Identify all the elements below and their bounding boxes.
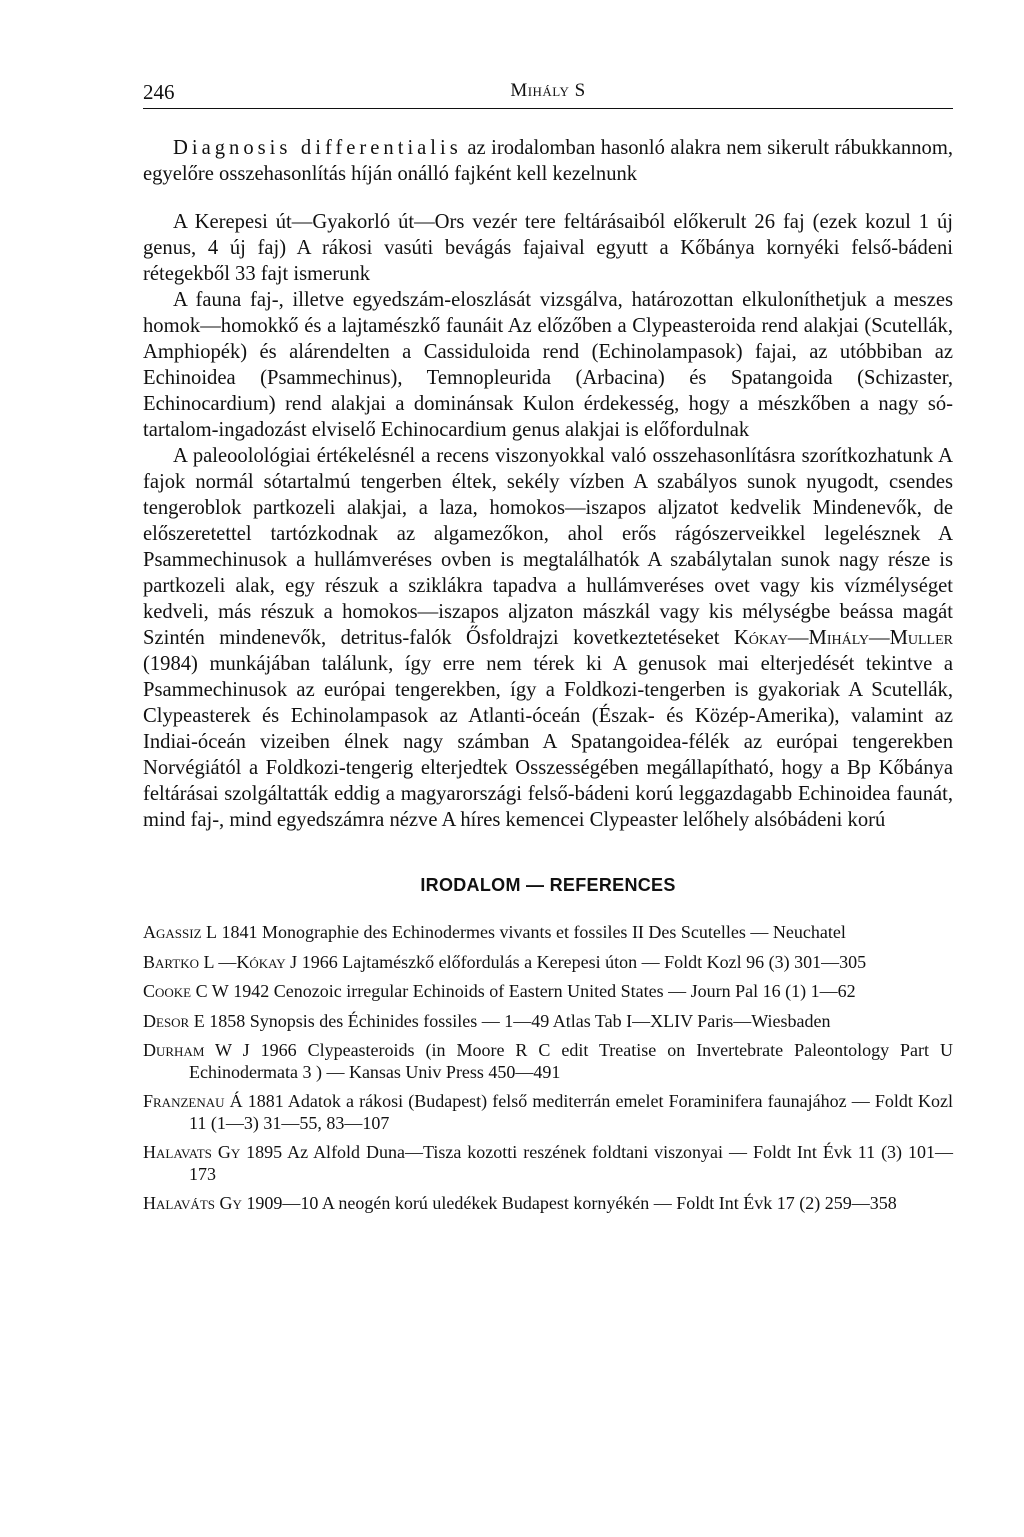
paragraph-paleoecology bbox=[143, 443, 953, 833]
reference-text: 1942 Cenozoic irregular Echinoids of Eastern United States — Journ Pal 16 (1) 1—62 bbox=[228, 981, 856, 1001]
paragraph-text: A paleoolológiai értékelésnél a recens viszonyokkal való osszehasonlításra szorítkozhatunk A fajok normál sótartalmú tengerben éltek, sekély vízben A szabályos sunok nyugodt, csendes tengeroblok partkozeli alakjai, a laza, homokos—iszapos aljzatot kedvelik Mindenevők, de előszeretettel tartózkodnak az algamezőkon, ahol erős rágószerveikkel legelésznek A Psammechinusok a hullámveréses ovben is megtalálhatók A szabálytalan sunok nagy része is partkozeli alak, egy részuk a sziklákra tapadva a hullámveréses ovet vagy kis vízmélységet kedveli, más részuk a homokos—iszapos aljzaton mászkál vagy kis mélységbe beássa magát Szintén mindenevők, detritus-falók Ősfoldrajzi kovetkeztetéseket bbox=[143, 445, 953, 649]
reference-item bbox=[143, 1011, 953, 1033]
reference-author: Halaváts Gy bbox=[143, 1193, 242, 1213]
reference-item bbox=[143, 952, 953, 974]
reference-author: Cooke C W bbox=[143, 981, 229, 1001]
page-number: 246 bbox=[143, 80, 175, 104]
paragraph-localities: A Kerepesi út—Gyakorló út—Ors vezér tere feltárásaiból előkerult 26 faj (ezek kozul 1 új genus, 4 új faj) A rákosi vasúti bevágás fajaival egyutt a Kőbánya kornyéki felső-bádeni rétegekből 33 fajt ismerunk bbox=[143, 211, 953, 285]
reference-text: 1858 Synopsis des Échinides fossiles — 1—49 Atlas Tab I—XLIV Paris—Wiesbaden bbox=[204, 1010, 831, 1031]
running-head: Mihály S bbox=[510, 80, 586, 101]
reference-text: 1881 Adatok a rákosi (Budapest) felső mediterrán emelet Foraminifera faunajához — Foldt Kozl 11 (1—3) 31—55, 83—107 bbox=[189, 1091, 953, 1133]
reference-text: 1909—10 A neogén korú uledékek Budapest kornyékén — Foldt Int Évk 17 (2) 259—358 bbox=[241, 1193, 897, 1213]
reference-author: Bartko L —Kókay J bbox=[143, 951, 298, 972]
diagnosis-heading: Diagnosis differentialis bbox=[173, 137, 462, 159]
reference-text: 1841 Monographie des Echinodermes vivants et fossiles II Des Scutelles — Neuchatel bbox=[217, 922, 846, 942]
reference-item bbox=[143, 1142, 953, 1185]
paragraph-text: az irodalomban hasonló alakra nem sikerult rábukkannom, egyelőre osszehasonlítás híján onálló fajként kell kezelnunk bbox=[143, 137, 953, 185]
page bbox=[143, 80, 953, 1223]
reference-text: 1895 Az Alfold Duna—Tisza kozotti reszének foldtani viszonyai — Foldt Int Évk 11 (3) 101—173 bbox=[189, 1142, 954, 1184]
references-heading: IRODALOM — REFERENCES bbox=[420, 875, 676, 895]
reference-text: 1966 Lajtamészkő előfordulás a Kerepesi úton — Foldt Kozl 96 (3) 301—305 bbox=[297, 951, 867, 972]
reference-author: Agassiz L bbox=[143, 922, 218, 942]
reference-text: 1966 Clypeasteroids (in Moore R C edit Treatise on Invertebrate Paleontology Part U Echinodermata 3 ) — Kansas Univ Press 450—491 bbox=[189, 1040, 953, 1082]
reference-item bbox=[143, 1040, 953, 1083]
paragraph-text: (1984) munkájában találunk, így erre nem térek ki A genusok mai elterjedését tekintve a Psammechinusok az európai tengerekben, így a Foldkozi-tengerben is gyakoriak A Scutellák, Clypeasterek és Echinolampasok az Atlanti-óceán (Észak- és Közép-Amerika), valamint az Indiai-óceán vizeiben élnek nagy számban A Spatangoidea-félék az európai tengerekben Norvégiától a Foldkozi-tengerig elterjedtek Osszességében megállapítható, hogy a Bp Kőbánya feltárásai szolgáltatták eddig a magyarországi felső-bádeni korú leggazdagabb Echinoidea faunát, mind faj-, mind egyedszámra nézve A híres kemencei Clypeaster lelőhely alsóbádeni korú bbox=[143, 653, 953, 831]
reference-list bbox=[143, 922, 953, 1215]
reference-item bbox=[143, 922, 953, 944]
reference-author: Durham W J bbox=[143, 1040, 250, 1060]
page-header bbox=[143, 80, 953, 109]
reference-item bbox=[143, 1193, 953, 1215]
reference-item bbox=[143, 1091, 953, 1134]
reference-author: Halavats Gy bbox=[143, 1142, 241, 1162]
reference-author: Desor E bbox=[143, 1010, 205, 1031]
paragraph-fauna: A fauna faj-, illetve egyedszám-eloszlását vizsgálva, határozottan elkuloníthetjuk a meszes homok—homokkő és a lajtamészkő faunáit Az előzőben a Clypeasteroida rend alakjai (Scutellák, Amphiopék) és alárendelten a Cassiduloida rend (Echinolampasok) fajai, az utóbbiban az Echinoidea (Psammechinus), Temnopleurida (Arbacina) és Spatangoida (Schizaster, Echinocardium) rend alakjai a dominánsak Kulon érdekesség, hogy a mészkőben a nagy sótartalom-ingadozást elviselő Echinocardium genus alakjai is előfordulnak bbox=[143, 289, 953, 441]
reference-item bbox=[143, 981, 953, 1003]
body-text bbox=[143, 135, 953, 833]
cited-authors: Kókay—Mihály—Muller bbox=[733, 627, 953, 649]
reference-author: Franzenau Á bbox=[143, 1091, 243, 1111]
paragraph-diagnosis bbox=[143, 135, 953, 187]
